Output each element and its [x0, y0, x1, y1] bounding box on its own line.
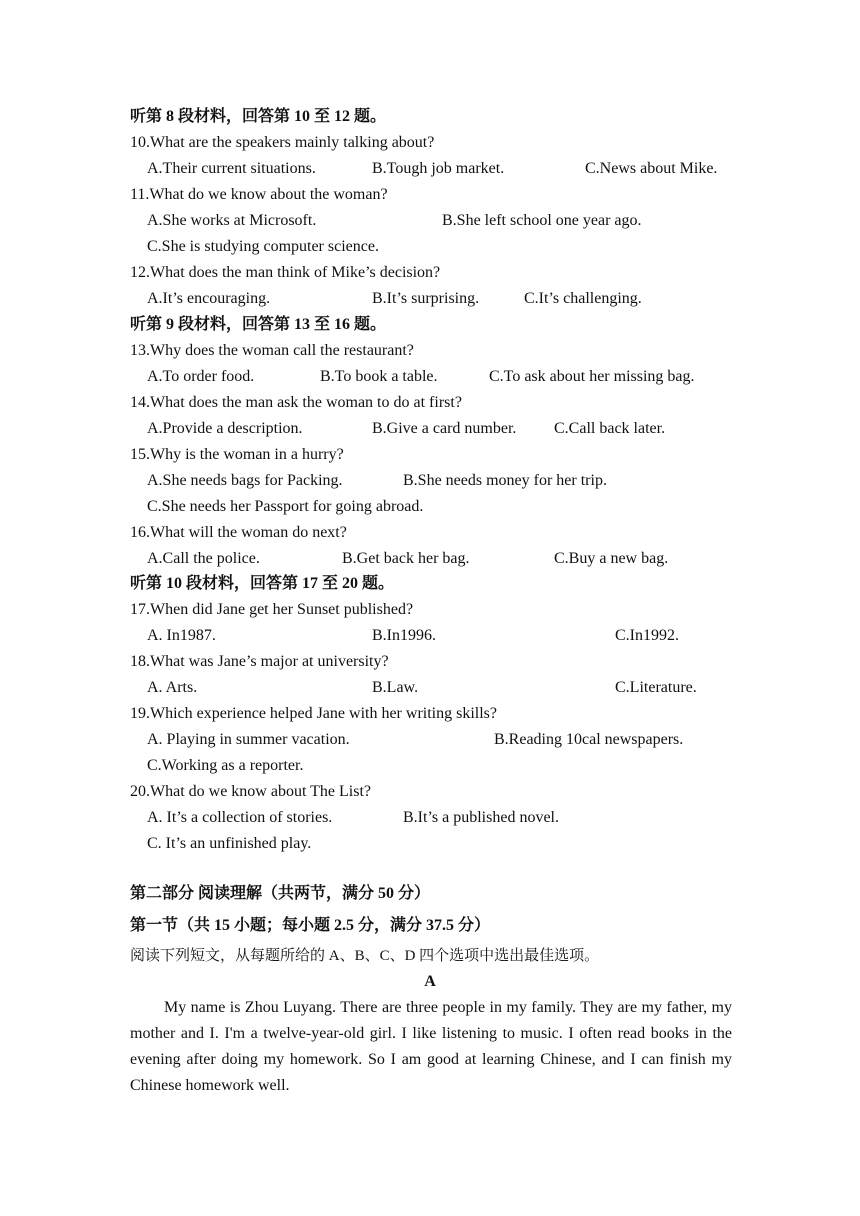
- option-a: A.Their current situations.: [147, 160, 316, 177]
- option-c: C.Working as a reporter.: [147, 757, 304, 774]
- option-a: A. Playing in summer vacation.: [147, 731, 350, 748]
- section-8-heading: 听第 8 段材料，回答第 10 至 12 题。: [130, 108, 387, 125]
- option-b: B.It’s a published novel.: [403, 809, 559, 826]
- option-c: C.Literature.: [615, 679, 697, 696]
- option-c: C.It’s challenging.: [524, 290, 642, 307]
- option-a: A. Arts.: [147, 679, 198, 696]
- question-12: 12.What does the man think of Mike’s decision?: [130, 264, 441, 281]
- question-18: 18.What was Jane’s major at university?: [130, 653, 389, 670]
- question-13: 13.Why does the woman call the restaurant?: [130, 342, 414, 359]
- option-a: A. It’s a collection of stories.: [147, 809, 333, 826]
- question-11: 11.What do we know about the woman?: [130, 186, 388, 203]
- question-17: 17.When did Jane get her Sunset published?: [130, 601, 414, 618]
- option-a: A.She works at Microsoft.: [147, 212, 317, 229]
- option-c: C.She needs her Passport for going abroad.: [147, 498, 424, 515]
- option-c: C.Buy a new bag.: [554, 550, 669, 567]
- question-20: 20.What do we know about The List?: [130, 783, 371, 800]
- option-b: B.To book a table.: [320, 368, 438, 385]
- passage-title: A: [424, 973, 436, 990]
- option-b: B.Get back her bag.: [342, 550, 470, 567]
- question-10: 10.What are the speakers mainly talking about?: [130, 134, 435, 151]
- question-16: 16.What will the woman do next?: [130, 524, 347, 541]
- option-b: B.Reading 10cal newspapers.: [494, 731, 684, 748]
- section-9-heading: 听第 9 段材料，回答第 13 至 16 题。: [130, 316, 387, 333]
- passage-paragraph: My name is Zhou Luyang. There are three people in my family. They are my father, my mother and I. I'm a twelve-year-old girl. I like listening to music. I often read books in the evening after doing my homework. So I am good at learning Chinese, and I can finish my Chinese homework well.: [130, 999, 732, 1094]
- option-c: C. It’s an unfinished play.: [147, 835, 312, 852]
- option-b: B.Law.: [372, 679, 419, 696]
- instruction-text: 阅读下列短文，从每题所给的 A、B、C、D 四个选项中选出最佳选项。: [130, 948, 600, 964]
- option-c: C.In1992.: [615, 627, 679, 644]
- option-b: B.She left school one year ago.: [442, 212, 642, 229]
- option-b: B.Give a card number.: [372, 420, 517, 437]
- option-b: B.She needs money for her trip.: [403, 472, 607, 489]
- option-a: A.Provide a description.: [147, 420, 303, 437]
- part-2-heading: 第二部分 阅读理解（共两节，满分 50 分）: [130, 885, 431, 902]
- section-10-heading: 听第 10 段材料，回答第 17 至 20 题。: [130, 575, 395, 592]
- question-15: 15.Why is the woman in a hurry?: [130, 446, 344, 463]
- option-b: B.Tough job market.: [372, 160, 505, 177]
- option-a: A.Call the police.: [147, 550, 260, 567]
- question-19: 19.Which experience helped Jane with her writing skills?: [130, 705, 497, 722]
- section-1-heading: 第一节（共 15 小题；每小题 2.5 分，满分 37.5 分）: [130, 917, 491, 934]
- option-a: A.It’s encouraging.: [147, 290, 271, 307]
- option-b: B.In1996.: [372, 627, 436, 644]
- option-a: A.To order food.: [147, 368, 255, 385]
- option-a: A. In1987.: [147, 627, 216, 644]
- question-14: 14.What does the man ask the woman to do at first?: [130, 394, 462, 411]
- option-c: C.To ask about her missing bag.: [489, 368, 695, 385]
- option-a: A.She needs bags for Packing.: [147, 472, 343, 489]
- option-c: C.News about Mike.: [585, 160, 718, 177]
- option-c: C.Call back later.: [554, 420, 666, 437]
- option-c: C.She is studying computer science.: [147, 238, 379, 255]
- option-b: B.It’s surprising.: [372, 290, 480, 307]
